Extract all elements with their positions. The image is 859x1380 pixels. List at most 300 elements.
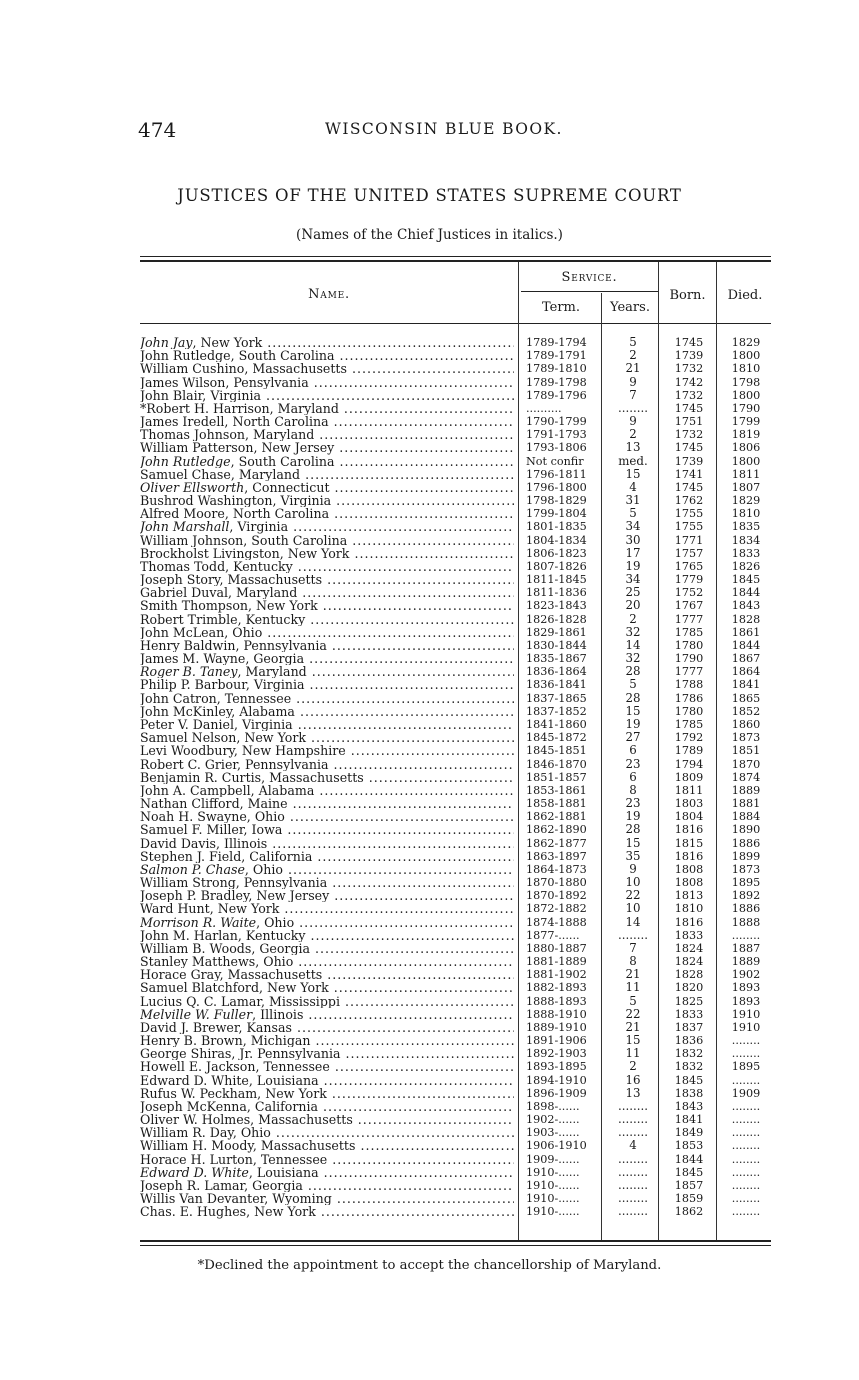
service-years: 9 <box>629 414 637 429</box>
born-year: 1843 <box>674 1099 704 1113</box>
table-row <box>140 718 780 731</box>
table-row <box>140 639 780 652</box>
service-years: 4 <box>629 479 637 494</box>
justice-name <box>140 692 514 705</box>
died-year: 1844 <box>731 638 761 652</box>
justice-name <box>140 362 514 375</box>
justice-name <box>140 837 514 850</box>
justice-name <box>140 520 514 533</box>
justice-name <box>140 1139 514 1152</box>
service-term: 1862-1877 <box>526 836 587 850</box>
table-row <box>140 547 780 560</box>
born-year: 1808 <box>674 876 704 890</box>
justice-name-text: Alfred Moore, North Carolina <box>140 507 330 521</box>
header-term: Term. <box>541 300 581 315</box>
table-row <box>140 1113 780 1126</box>
justice-name <box>140 547 514 560</box>
justice-name-text: , Maryland <box>237 665 307 679</box>
table-row <box>140 1192 780 1205</box>
service-term: 1799-1804 <box>526 507 587 521</box>
born-year: 1828 <box>674 968 704 982</box>
justice-name-text: Chas. E. Hughes, New York <box>140 1205 316 1219</box>
service-term: 1877-...... <box>526 928 580 942</box>
justice-name-text: Horace Gray, Massachusetts <box>140 968 323 982</box>
service-term: 1789-1796 <box>526 388 587 402</box>
service-years: 10 <box>625 901 641 916</box>
died-year: ........ <box>731 1073 761 1087</box>
born-year: 1808 <box>674 862 704 876</box>
service-years: 9 <box>629 374 637 389</box>
service-years: 28 <box>625 664 641 679</box>
justice-name <box>140 955 514 968</box>
died-year: 1835 <box>731 520 761 534</box>
service-years: ........ <box>618 1151 648 1166</box>
justice-name-text: Thomas Johnson, Maryland <box>140 428 315 442</box>
born-year: 1832 <box>674 1047 704 1061</box>
chief-justice-name: Oliver Ellsworth <box>140 480 245 495</box>
table-row <box>140 1047 780 1060</box>
born-year: 1779 <box>674 573 704 587</box>
table-row <box>140 837 780 850</box>
service-term: 1862-1881 <box>526 810 587 824</box>
service-years: 13 <box>625 440 641 455</box>
service-term: 1804-1834 <box>526 533 587 547</box>
born-year: 1845 <box>674 1073 704 1087</box>
born-year: 1836 <box>674 1034 704 1048</box>
service-term: 1881-1902 <box>526 968 587 982</box>
service-term: 1830-1844 <box>526 638 587 652</box>
justice-name <box>140 784 514 797</box>
died-year: 1841 <box>731 678 761 692</box>
table-row <box>140 441 780 454</box>
service-years: ........ <box>618 1191 648 1206</box>
service-years: ........ <box>618 1125 648 1140</box>
service-term: 1823-1843 <box>526 599 587 613</box>
born-year: 1785 <box>674 625 704 639</box>
service-divider <box>521 291 658 292</box>
table-row <box>140 995 780 1008</box>
died-year: 1873 <box>731 731 761 745</box>
table-row <box>140 916 780 929</box>
died-year: 1902 <box>731 968 761 982</box>
justice-name <box>140 626 514 639</box>
justice-name <box>140 441 514 454</box>
born-year: 1804 <box>674 810 704 824</box>
service-years: ........ <box>618 1204 648 1219</box>
justice-name-text: David Davis, Illinois <box>140 836 268 850</box>
justice-name <box>140 560 514 573</box>
service-term: 1826-1828 <box>526 612 587 626</box>
died-year: 1810 <box>731 362 761 376</box>
justice-name <box>140 1034 514 1047</box>
born-year: 1816 <box>674 915 704 929</box>
died-year: ........ <box>731 1165 761 1179</box>
service-term: 1863-1897 <box>526 849 587 863</box>
justice-name-text: William Johnson, South Carolina <box>140 533 348 547</box>
justice-name <box>140 929 514 942</box>
service-years: 11 <box>625 1046 641 1061</box>
table-row <box>140 823 780 836</box>
justice-name-text: John McLean, Ohio <box>140 625 263 639</box>
justice-name <box>140 1113 514 1126</box>
header-bottom-rule <box>140 323 771 324</box>
table-row <box>140 863 780 876</box>
service-years: 9 <box>629 861 637 876</box>
table-row <box>140 758 780 771</box>
table-row <box>140 1074 780 1087</box>
table-row <box>140 468 780 481</box>
justice-name <box>140 797 514 810</box>
service-years: 8 <box>629 954 637 969</box>
table-row <box>140 481 780 494</box>
service-term: 1845-1851 <box>526 744 587 758</box>
died-year: 1826 <box>731 559 761 573</box>
justice-name-text: Levi Woodbury, New Hampshire <box>140 744 346 758</box>
justice-name-text: , New York <box>192 336 263 350</box>
died-year: 1892 <box>731 889 761 903</box>
justice-name-text: Samuel F. Miller, Iowa <box>140 823 283 837</box>
service-years: 28 <box>625 822 641 837</box>
born-year: 1785 <box>674 717 704 731</box>
table-row <box>140 1060 780 1073</box>
justice-name <box>140 652 514 665</box>
table-row <box>140 929 780 942</box>
justice-name <box>140 415 514 428</box>
service-term: 1841-1860 <box>526 717 587 731</box>
service-years: 2 <box>629 1059 637 1074</box>
table-row <box>140 1166 780 1179</box>
born-year: 1849 <box>674 1126 704 1140</box>
born-year: 1739 <box>674 454 704 468</box>
justice-name-text: John A. Campbell, Alabama <box>140 783 315 798</box>
justice-name-text: Joseph P. Bradley, New Jersey <box>140 889 330 903</box>
died-year: 1833 <box>731 546 761 560</box>
died-year: 1886 <box>731 902 761 916</box>
running-head: WISCONSIN BLUE BOOK. <box>325 120 563 138</box>
table-row <box>140 376 780 389</box>
born-year: 1745 <box>674 401 704 415</box>
table-row <box>140 771 780 784</box>
born-year: 1803 <box>674 797 704 811</box>
born-year: 1844 <box>674 1152 704 1166</box>
service-term: 1902-...... <box>526 1113 580 1127</box>
table-row <box>140 1008 780 1021</box>
service-years: 23 <box>625 796 641 811</box>
died-year: 1874 <box>731 770 761 784</box>
justice-name-text: Peter V. Daniel, Virginia <box>140 717 293 732</box>
justice-name <box>140 1074 514 1087</box>
born-year: 1841 <box>674 1113 704 1127</box>
service-term: 1903-...... <box>526 1126 580 1140</box>
service-years: ........ <box>618 927 648 942</box>
service-years: ........ <box>618 1112 648 1127</box>
died-year: 1870 <box>731 757 761 771</box>
died-year: ........ <box>731 1047 761 1061</box>
table-row <box>140 1034 780 1047</box>
justice-name-text: Joseph R. Lamar, Georgia <box>140 1179 303 1193</box>
table-row <box>140 1087 780 1100</box>
service-term: 1910-...... <box>526 1165 580 1179</box>
died-year: 1810 <box>731 507 761 521</box>
service-years: 32 <box>625 624 641 639</box>
table-row <box>140 744 780 757</box>
justice-name <box>140 995 514 1008</box>
service-term: 1894-1910 <box>526 1073 587 1087</box>
service-years: 34 <box>625 572 641 587</box>
justice-name <box>140 613 514 626</box>
died-year: 1889 <box>731 955 761 969</box>
service-years: 8 <box>629 782 637 797</box>
service-term: 1874-1888 <box>526 915 587 929</box>
died-year: 1790 <box>731 401 761 415</box>
justice-name <box>140 665 514 678</box>
service-years: 21 <box>625 361 641 376</box>
born-year: 1742 <box>674 375 704 389</box>
justice-name <box>140 639 514 652</box>
table-row <box>140 362 780 375</box>
born-year: 1792 <box>674 731 704 745</box>
table-row <box>140 428 780 441</box>
service-years: 22 <box>625 1006 641 1021</box>
service-term: 1836-1841 <box>526 678 587 692</box>
died-year: 1843 <box>731 599 761 613</box>
died-year: 1899 <box>731 849 761 863</box>
justice-name-text: Stanley Matthews, Ohio <box>140 955 294 969</box>
service-term: 1870-1880 <box>526 876 587 890</box>
justice-name-text: William R. Day, Ohio <box>140 1126 271 1140</box>
table-row <box>140 507 780 520</box>
chief-justice-name: Salmon P. Chase <box>140 862 245 877</box>
justice-name-text: Horace H. Lurton, Tennessee <box>140 1152 328 1166</box>
service-years: 17 <box>625 545 641 560</box>
service-years: 14 <box>625 914 641 929</box>
table-row <box>140 534 780 547</box>
died-year: 1895 <box>731 876 761 890</box>
service-years: 10 <box>625 875 641 890</box>
service-term: .......... <box>526 401 562 415</box>
service-years: ........ <box>618 1164 648 1179</box>
died-year: ........ <box>731 1152 761 1166</box>
service-term: 1806-1823 <box>526 546 587 560</box>
born-year: 1739 <box>674 349 704 363</box>
justice-name <box>140 850 514 863</box>
died-year: 1909 <box>731 1086 761 1100</box>
justice-name-text: James Wilson, Pensylvania <box>140 375 309 389</box>
chief-justice-name: Morrison R. Waite <box>140 915 257 929</box>
died-year: 1819 <box>731 428 761 442</box>
justice-name-text: Samuel Chase, Maryland <box>140 467 301 481</box>
service-years: 7 <box>629 940 637 955</box>
born-year: 1771 <box>674 533 704 547</box>
born-year: 1762 <box>674 494 704 508</box>
died-year: 1851 <box>731 744 761 758</box>
service-term: 1910-...... <box>526 1179 580 1192</box>
died-year: 1864 <box>731 665 761 679</box>
justice-name <box>140 902 514 915</box>
justice-name <box>140 823 514 836</box>
table-top-rule-2 <box>140 260 771 262</box>
service-term: 1796-1811 <box>526 467 587 481</box>
justice-name-text: Lucius Q. C. Lamar, Mississippi <box>140 994 340 1008</box>
table-row <box>140 665 780 678</box>
justice-name-text: , Connecticut <box>244 480 330 495</box>
justice-name <box>140 349 514 362</box>
died-year: ........ <box>731 1179 761 1192</box>
justice-name-text: Samuel Blatchford, New York <box>140 981 329 995</box>
born-year: 1825 <box>674 994 704 1008</box>
table-row <box>140 1179 780 1192</box>
died-year: 1800 <box>731 388 761 402</box>
died-year: 1829 <box>731 494 761 508</box>
justice-name-text: Henry B. Brown, Michigan <box>140 1034 311 1048</box>
service-years: 2 <box>629 427 637 442</box>
born-year: 1794 <box>674 757 704 771</box>
died-year: 1798 <box>731 375 761 389</box>
service-years: 6 <box>629 743 637 758</box>
justice-name-text: Philip P. Barbour, Virginia <box>140 678 305 692</box>
chief-justice-name: Roger B. Taney <box>140 665 238 679</box>
service-years: 15 <box>625 466 641 481</box>
died-year: ........ <box>731 1192 761 1206</box>
service-years: 22 <box>625 888 641 903</box>
service-term: 1801-1835 <box>526 520 587 534</box>
justice-name <box>140 1153 514 1166</box>
died-year: 1888 <box>731 915 761 929</box>
table-row <box>140 613 780 626</box>
justice-name <box>140 863 514 876</box>
table-row <box>140 968 780 981</box>
died-year: 1852 <box>731 704 761 718</box>
died-year: 1811 <box>731 467 761 481</box>
service-years: 19 <box>625 716 641 731</box>
table-row <box>140 1100 780 1113</box>
justice-name-text: Smith Thompson, New York <box>140 599 318 613</box>
service-years: 21 <box>625 967 641 982</box>
service-term: 1881-1889 <box>526 955 587 969</box>
justice-name-text: Henry Baldwin, Pennsylvania <box>140 638 327 653</box>
service-years: 5 <box>629 677 637 692</box>
service-term: 1790-1799 <box>526 415 587 429</box>
born-year: 1845 <box>674 1165 704 1179</box>
died-year: 1884 <box>731 810 761 824</box>
service-term: 1853-1861 <box>526 783 587 797</box>
justice-name <box>140 705 514 718</box>
justice-name-text: , Ohio <box>244 862 283 877</box>
service-term: 1872-1882 <box>526 902 587 916</box>
service-years: 30 <box>625 532 641 547</box>
service-term: 1807-1826 <box>526 559 587 573</box>
born-year: 1755 <box>674 507 704 521</box>
justice-name-text: Noah H. Swayne, Ohio <box>140 810 285 824</box>
born-year: 1780 <box>674 704 704 718</box>
justice-name-text: Robert Trimble, Kentucky <box>140 612 306 626</box>
died-year: 1829 <box>731 336 761 349</box>
footnote: *Declined the appointment to accept the chancellorship of Maryland. <box>197 1258 662 1273</box>
service-years: 5 <box>629 506 637 521</box>
service-term: 1798-1829 <box>526 494 587 508</box>
justice-name <box>140 599 514 612</box>
service-years: 7 <box>629 387 637 402</box>
table-row <box>140 626 780 639</box>
justice-name-text: , Illinois <box>252 1007 304 1021</box>
service-term: 1888-1893 <box>526 994 587 1008</box>
justice-name <box>140 573 514 586</box>
service-term: 1829-1861 <box>526 625 587 639</box>
service-term: 1836-1864 <box>526 665 587 679</box>
justice-name <box>140 1008 514 1021</box>
service-years: 19 <box>625 809 641 824</box>
service-term: 1789-1794 <box>526 336 587 349</box>
died-year: 1893 <box>731 981 761 995</box>
header-service: Service. <box>561 270 618 285</box>
died-year: 1861 <box>731 625 761 639</box>
table-row <box>140 1153 780 1166</box>
justice-name <box>140 810 514 823</box>
died-year: 1886 <box>731 836 761 850</box>
justice-name-text: Samuel Nelson, New York <box>140 731 307 745</box>
justice-name <box>140 1100 514 1113</box>
born-year: 1833 <box>674 1007 704 1021</box>
justice-name-text: James Iredell, North Carolina <box>140 415 329 429</box>
justice-name <box>140 1060 514 1073</box>
justice-name-text: Thomas Todd, Kentucky <box>140 559 293 574</box>
table-row <box>140 402 780 415</box>
died-year: 1807 <box>731 480 761 494</box>
table-row <box>140 981 780 994</box>
service-years: 6 <box>629 769 637 784</box>
justice-name-text: William H. Moody, Massachusetts <box>140 1139 356 1153</box>
service-term: 1837-1865 <box>526 691 587 705</box>
born-year: 1777 <box>674 612 704 626</box>
died-year: 1800 <box>731 454 761 468</box>
justice-name-text: , Ohio <box>256 915 295 929</box>
justice-name <box>140 771 514 784</box>
justice-name <box>140 876 514 889</box>
service-years: 5 <box>629 993 637 1008</box>
service-years: 15 <box>625 703 641 718</box>
justice-name-text: , Louisiana <box>248 1165 319 1180</box>
died-year: 1834 <box>731 533 761 547</box>
born-year: 1833 <box>674 928 704 942</box>
table-row <box>140 494 780 507</box>
born-year: 1809 <box>674 770 704 784</box>
service-term: Not confir <box>526 454 584 468</box>
chief-justice-name: John Rutledge <box>140 454 231 468</box>
service-term: 1898-...... <box>526 1099 580 1113</box>
born-year: 1813 <box>674 889 704 903</box>
died-year: ........ <box>731 1099 761 1113</box>
table-row <box>140 678 780 691</box>
service-years: ........ <box>618 400 648 415</box>
born-year: 1815 <box>674 836 704 850</box>
died-year: 1860 <box>731 717 761 731</box>
born-year: 1745 <box>674 480 704 494</box>
born-year: 1752 <box>674 586 704 600</box>
born-year: 1811 <box>674 783 704 797</box>
born-year: 1832 <box>674 1060 704 1074</box>
service-years: 23 <box>625 756 641 771</box>
born-year: 1786 <box>674 691 704 705</box>
chief-justice-name: John Marshall <box>140 520 230 534</box>
service-term: 1811-1836 <box>526 586 587 600</box>
born-year: 1816 <box>674 849 704 863</box>
service-term: 1837-1852 <box>526 704 587 718</box>
justice-name <box>140 968 514 981</box>
died-year: 1844 <box>731 586 761 600</box>
justice-name <box>140 507 514 520</box>
header-name: Name. <box>308 287 350 302</box>
born-year: 1859 <box>674 1192 704 1206</box>
